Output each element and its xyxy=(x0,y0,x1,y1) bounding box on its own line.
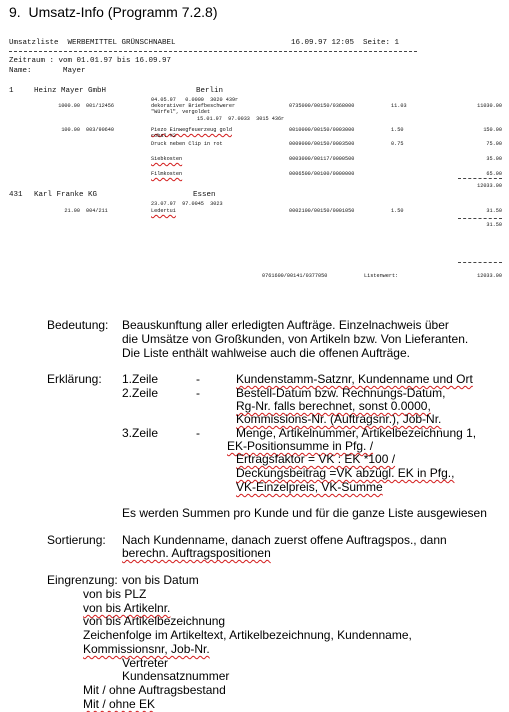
report-period: Zeitraum : vom 01.01.97 bis 16.09.97 xyxy=(9,57,172,65)
dash: - xyxy=(196,372,200,386)
grand-code: 0761600/00141/0377050 xyxy=(262,273,328,279)
erklaerung-label: Erklärung: xyxy=(47,372,102,386)
sum-divider xyxy=(458,178,502,179)
eingrenzung-item: Mit / ohne Auftragsbestand xyxy=(83,683,226,697)
order-line: 15.01.97 97.0033 3015 436r xyxy=(197,116,285,122)
article-no: 003/90640 xyxy=(86,127,115,133)
customer-number: 431 xyxy=(9,191,23,199)
cost-code: 0010000/00150/0003000 xyxy=(289,127,355,133)
zeile-text: Ertragsfaktor = VK : EK *100 / xyxy=(236,452,396,466)
item-text: Piezo Einwegfeuerzeug gold xyxy=(151,127,232,133)
cost-code: 0006500/00100/0000000 xyxy=(289,171,355,177)
customer-city: Essen xyxy=(193,191,216,199)
price: 11.03 xyxy=(391,103,407,109)
line-total: 75.00 xyxy=(486,141,502,147)
zeile-label: 3.Zeile xyxy=(122,426,159,440)
cost-code: 0735000/00150/0368000 xyxy=(289,103,355,109)
qty: 21.00 xyxy=(64,208,80,214)
eingrenzung-item: Kommissionsnr, Job-Nr. xyxy=(83,642,210,656)
eingrenzung-label: Eingrenzung: xyxy=(47,573,118,587)
article-no: 001/12456 xyxy=(86,103,115,109)
report-header-left: Umsatzliste WERBEMITTEL GRÜNSCHNABEL xyxy=(9,39,176,47)
item-text: Filmkosten xyxy=(151,171,183,177)
customer-city: Berlin xyxy=(196,87,224,95)
order-line: 23.07.97 97.0045 3023 xyxy=(151,201,223,207)
page-title: 9. Umsatz-Info (Programm 7.2.8) xyxy=(9,4,218,20)
eingrenzung-item: Zeichenfolge im Artikeltext, Artikelbezeichnung, Kundenname, xyxy=(83,628,412,642)
item-text: Siebkosten xyxy=(151,156,183,162)
eingrenzung-item: Vertreter xyxy=(122,656,169,670)
bedeutung-text: die Umsätze von Großkunden, von Artikeln bzw. Von Lieferanten. xyxy=(122,332,469,346)
item-description: "Würfel", vergoldet xyxy=(151,109,211,115)
customer-subtotal: 12033.00 xyxy=(477,183,502,189)
bedeutung-label: Bedeutung: xyxy=(47,318,109,332)
dash: - xyxy=(196,386,200,400)
line-total: 35.00 xyxy=(486,156,502,162)
customer-number: 1 xyxy=(9,87,14,95)
eingrenzung-item: Kundensatznummer xyxy=(122,669,230,683)
sortierung-text: berechn. Auftragspositionen xyxy=(122,546,271,560)
zeile-text: Bestell-Datum bzw. Rechnungs-Datum, xyxy=(236,386,446,400)
zeile-label: 2.Zeile xyxy=(122,386,159,400)
zeile-text: Deckungsbeitrag =VK abzügl. EK in Pfg., xyxy=(236,466,455,480)
zeile-label: 1.Zeile xyxy=(122,372,159,386)
zeile-text: VK-Einzelpreis, VK-Summe xyxy=(236,480,383,494)
eingrenzung-item: von bis PLZ xyxy=(83,587,147,601)
price: 1.50 xyxy=(391,208,404,214)
qty: 100.00 xyxy=(61,127,80,133)
line-total: 11030.00 xyxy=(477,103,502,109)
summen-note: Es werden Summen pro Kunde und für die ganze Liste ausgewiesen xyxy=(122,506,487,520)
eingrenzung-item: von bis Artikelbezeichnung xyxy=(83,614,226,628)
divider xyxy=(9,51,417,52)
dash: - xyxy=(196,426,200,440)
sum-divider xyxy=(458,218,502,219)
customer-name: Karl Franke KG xyxy=(34,191,98,199)
order-line: 04.05.97 0.0000 3020 439r xyxy=(151,97,239,103)
report-header-right: 16.09.97 12:05 Seite: 1 xyxy=(291,39,400,47)
zeile-text: Kommissions-Nr. (Auftragsnr.), Job-Nr. xyxy=(236,412,442,426)
zeile-text: Rg-Nr. falls berechnet, sonst 0.0000, xyxy=(236,399,431,413)
price: 0.75 xyxy=(391,141,404,147)
eingrenzung-item: von bis Datum xyxy=(122,573,199,587)
zeile-text: Menge, Artikelnummer, Artikelbezeichnung 1, xyxy=(236,426,477,440)
sortierung-text: Nach Kundenname, danach zuerst offene Auftragspos., dann xyxy=(122,533,447,547)
report-name: Name: Mayer xyxy=(9,67,86,75)
price: 1.50 xyxy=(391,127,404,133)
item-text: Druck neben Clip in rot xyxy=(151,141,223,147)
customer-subtotal: 31.50 xyxy=(486,222,502,228)
grand-divider xyxy=(458,262,502,263)
sortierung-label: Sortierung: xyxy=(47,533,106,547)
line-total: 150.00 xyxy=(483,127,502,133)
cost-code: 0009000/00150/0003500 xyxy=(289,141,355,147)
line-total: 31.50 xyxy=(486,208,502,214)
bedeutung-text: Die Liste enthält wahlweise auch die offenen Aufträge. xyxy=(122,346,410,360)
zeile-text: Kundenstamm-Satznr, Kundenname und Ort xyxy=(236,372,473,386)
grand-total: 12033.00 xyxy=(477,273,502,279)
article-no: 004/211 xyxy=(86,208,108,214)
bedeutung-text: Beauskunftung aller erledigten Aufträge. Einzelnachweis über xyxy=(122,318,449,332)
zeile-text: EK-Positionsumme in Pfg. / xyxy=(227,439,374,453)
eingrenzung-item: Mit / ohne EK xyxy=(83,697,156,711)
customer-name: Heinz Mayer GmbH xyxy=(34,87,107,95)
line-total: 65.00 xyxy=(486,171,502,177)
cost-code: 0002100/00150/0001050 xyxy=(289,208,355,214)
cost-code: 0003000/00117/0000500 xyxy=(289,156,355,162)
item-note: robal #2 xyxy=(151,133,176,139)
item-description: dekorativer Briefbeschwerer xyxy=(151,103,236,109)
eingrenzung-item: von bis Artikelnr. xyxy=(83,601,171,615)
grand-label: Listenwert: xyxy=(364,273,399,279)
qty: 1000.00 xyxy=(58,103,80,109)
item-text: Ledertui xyxy=(151,208,176,214)
